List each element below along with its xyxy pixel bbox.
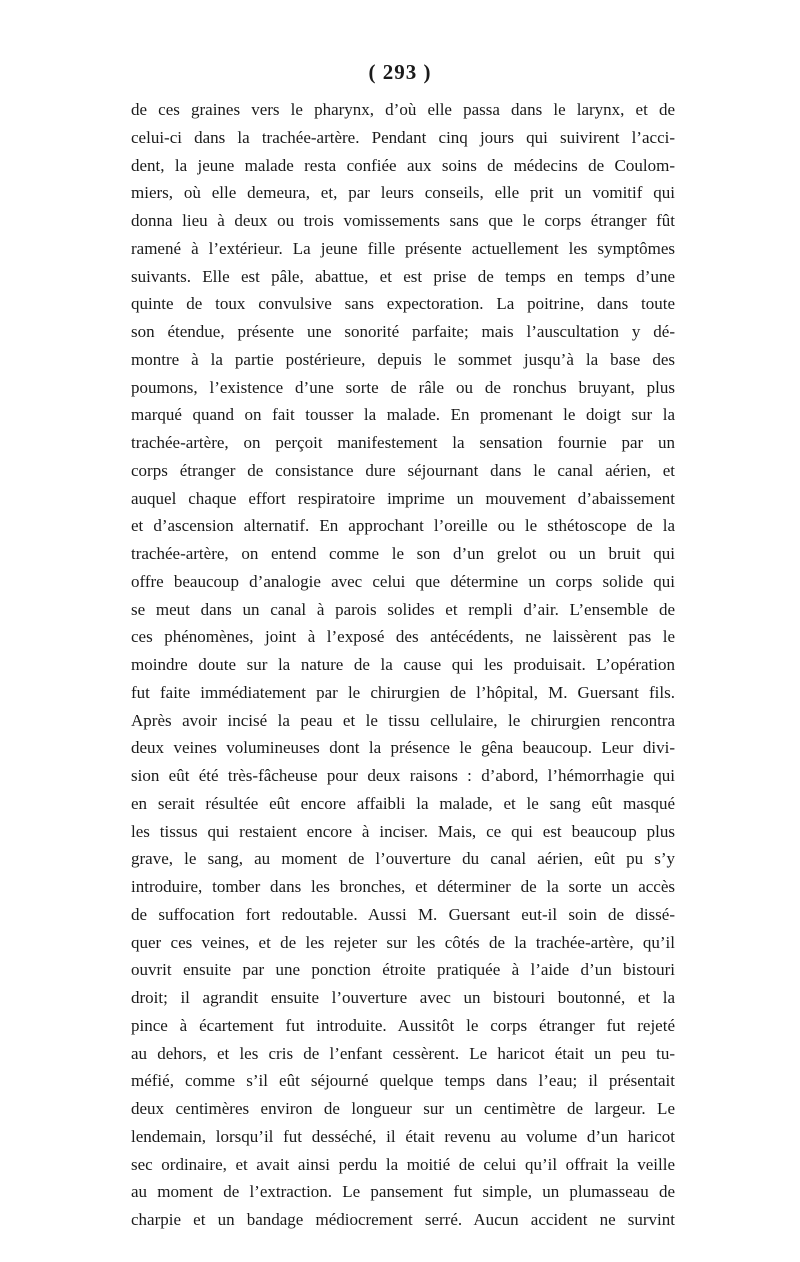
text-line: introduire, tomber dans les bronches, et déterminer de la sorte un accès	[131, 877, 675, 896]
text-line: quinte de toux convulsive sans expectoration. La poitrine, dans toute	[131, 294, 675, 314]
text-line: de ces graines vers le pharynx, d’où elle passa dans le larynx, et de	[131, 100, 675, 119]
text-line: méfié, comme s’il eût séjourné quelque temps dans l’eau; il présentait	[131, 1071, 675, 1091]
text-line: se meut dans un canal à parois solides et rempli d’air. L’ensemble de	[131, 599, 675, 619]
text-line: et d’ascension alternatif. En approchant l’oreille ou le sthétoscope de la	[131, 516, 675, 536]
text-line: donna lieu à deux ou trois vomissements sans que le corps étranger fût	[131, 211, 675, 230]
text-line: sec ordinaire, et avait ainsi perdu la moitié de celui qu’il offrait la veille	[131, 1154, 675, 1174]
text-line: auquel chaque effort respiratoire imprime un mouvement d’abaissement	[131, 488, 675, 508]
text-line: pince à écartement fut introduite. Aussitôt le corps étranger fut rejeté	[131, 1015, 675, 1035]
text-line: quer ces veines, et de les rejeter sur les côtés de la trachée-artère, qu’il	[131, 932, 675, 952]
text-line: grave, le sang, au moment de l’ouverture du canal aérien, eût pu s’y	[131, 849, 675, 869]
text-line: celui-ci dans la trachée-artère. Pendant cinq jours qui suivirent l’acci-	[131, 127, 675, 147]
text-line: marqué quand on fait tousser la malade. En promenant le doigt sur la	[131, 405, 675, 425]
text-line: fut faite immédiatement par le chirurgien de l’hôpital, M. Guersant fils.	[131, 682, 675, 702]
text-line: sion eût été très-fâcheuse pour deux raisons : d’abord, l’hémorrhagie qui	[131, 766, 675, 785]
page-number: ( 293 )	[368, 60, 432, 84]
text-line: miers, où elle demeura, et, par leurs conseils, elle prit un vomitif qui	[131, 183, 675, 203]
text-line: lendemain, lorsqu’il fut desséché, il était revenu au volume d’un haricot	[131, 1126, 675, 1146]
text-line: deux centimères environ de longueur sur un centimètre de largeur. Le	[131, 1099, 675, 1118]
text-line: dent, la jeune malade resta confiée aux soins de médecins de Coulom-	[131, 155, 675, 175]
text-line: ces phénomènes, joint à l’exposé des antécédents, ne laissèrent pas le	[131, 627, 675, 647]
text-line: les tissus qui restaient encore à inciser. Mais, ce qui est beaucoup plus	[131, 821, 675, 841]
text-line: offre beaucoup d’analogie avec celui que détermine un corps solide qui	[131, 571, 675, 591]
text-line: deux veines volumineuses dont la présence le gêna beaucoup. Leur divi-	[131, 738, 675, 758]
text-line: trachée-artère, on perçoit manifestement la sensation fournie par un	[131, 433, 675, 452]
text-line: droit; il agrandit ensuite l’ouverture avec un bistouri boutonné, et la	[131, 988, 675, 1007]
text-line: poumons, l’existence d’une sorte de râle ou de ronchus bruyant, plus	[131, 377, 675, 397]
text-line: de suffocation fort redoutable. Aussi M. Guersant eut-il soin de dissé-	[131, 904, 675, 924]
text-line: charpie et un bandage médiocrement serré. Aucun accident ne survint	[131, 1210, 675, 1229]
text-line: Après avoir incisé la peau et le tissu cellulaire, le chirurgien rencontra	[131, 710, 675, 730]
text-line: en serait résultée eût encore affaibli la malade, et le sang eût masqué	[131, 793, 675, 813]
text-line: au dehors, et les cris de l’enfant cessèrent. Le haricot était un peu tu-	[131, 1043, 675, 1063]
text-line: trachée-artère, on entend comme le son d’un grelot ou un bruit qui	[131, 544, 675, 563]
text-line: corps étranger de consistance dure séjournant dans le canal aérien, et	[131, 460, 675, 480]
text-line: ramené à l’extérieur. La jeune fille présente actuellement les symptômes	[131, 238, 675, 258]
text-line: montre à la partie postérieure, depuis le sommet jusqu’à la base des	[131, 349, 675, 369]
text-line: ouvrit ensuite par une ponction étroite pratiquée à l’aide d’un bistouri	[131, 960, 675, 980]
text-line: au moment de l’extraction. Le pansement fut simple, un plumasseau de	[131, 1182, 675, 1202]
text-line: son étendue, présente une sonorité parfaite; mais l’auscultation y dé-	[131, 322, 675, 341]
body-text	[131, 96, 675, 1234]
text-line: moindre doute sur la nature de la cause qui les produisait. L’opération	[131, 655, 675, 674]
text-line: suivants. Elle est pâle, abattue, et est prise de temps en temps d’une	[131, 266, 675, 286]
